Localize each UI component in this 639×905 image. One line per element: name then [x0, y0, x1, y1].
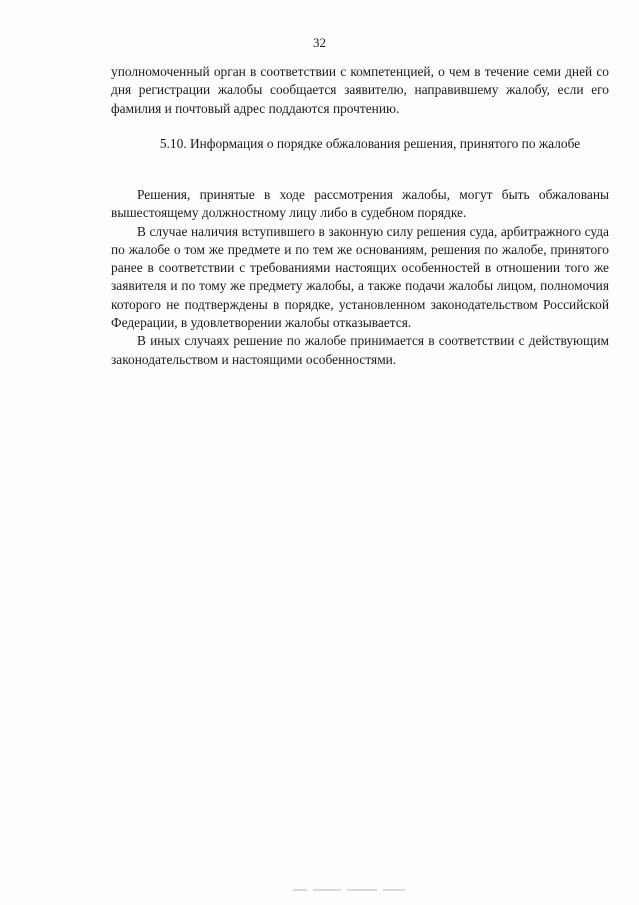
section-heading: 5.10. Информация о порядке обжалования решения, принятого по жалобе: [159, 136, 581, 151]
paragraph-other-cases: В иных случаях решение по жалобе принимается в соответствии с действующим законодательством и настоящими особенностями.: [111, 333, 609, 367]
section-body: [111, 186, 609, 369]
page-number: 32: [313, 35, 326, 50]
footer-scan-artifact: [293, 889, 433, 891]
paragraph-refusal-grounds: В случае наличия вступившего в законную силу решения суда, арбитражного суда по жалобе о том же предмете и по тем же основаниям, решения по жалобе, принятого ранее в соответствии с требованиями настоящих особенностей в отношении того же заявителя и по тому же предмету жалобы, а также подачи жалобы лицом, полномочия которого не подтверждены в порядке, установленном законодательством Российской Федерации, в удовлетворении жалобы отказывается.: [111, 223, 609, 331]
continuation-paragraph: уполномоченный орган в соответствии с компетенцией, о чем в течение семи дней со дня регистрации жалобы сообщается заявителю, направившему жалобу, если его фамилия и почтовый адрес поддаются прочтению.: [111, 64, 609, 116]
paragraph-appeal: Решения, принятые в ходе рассмотрения жалобы, могут быть обжалованы вышестоящему должностному лицу либо в судебном порядке.: [111, 187, 609, 221]
continuation-paragraph-block: [111, 63, 609, 118]
